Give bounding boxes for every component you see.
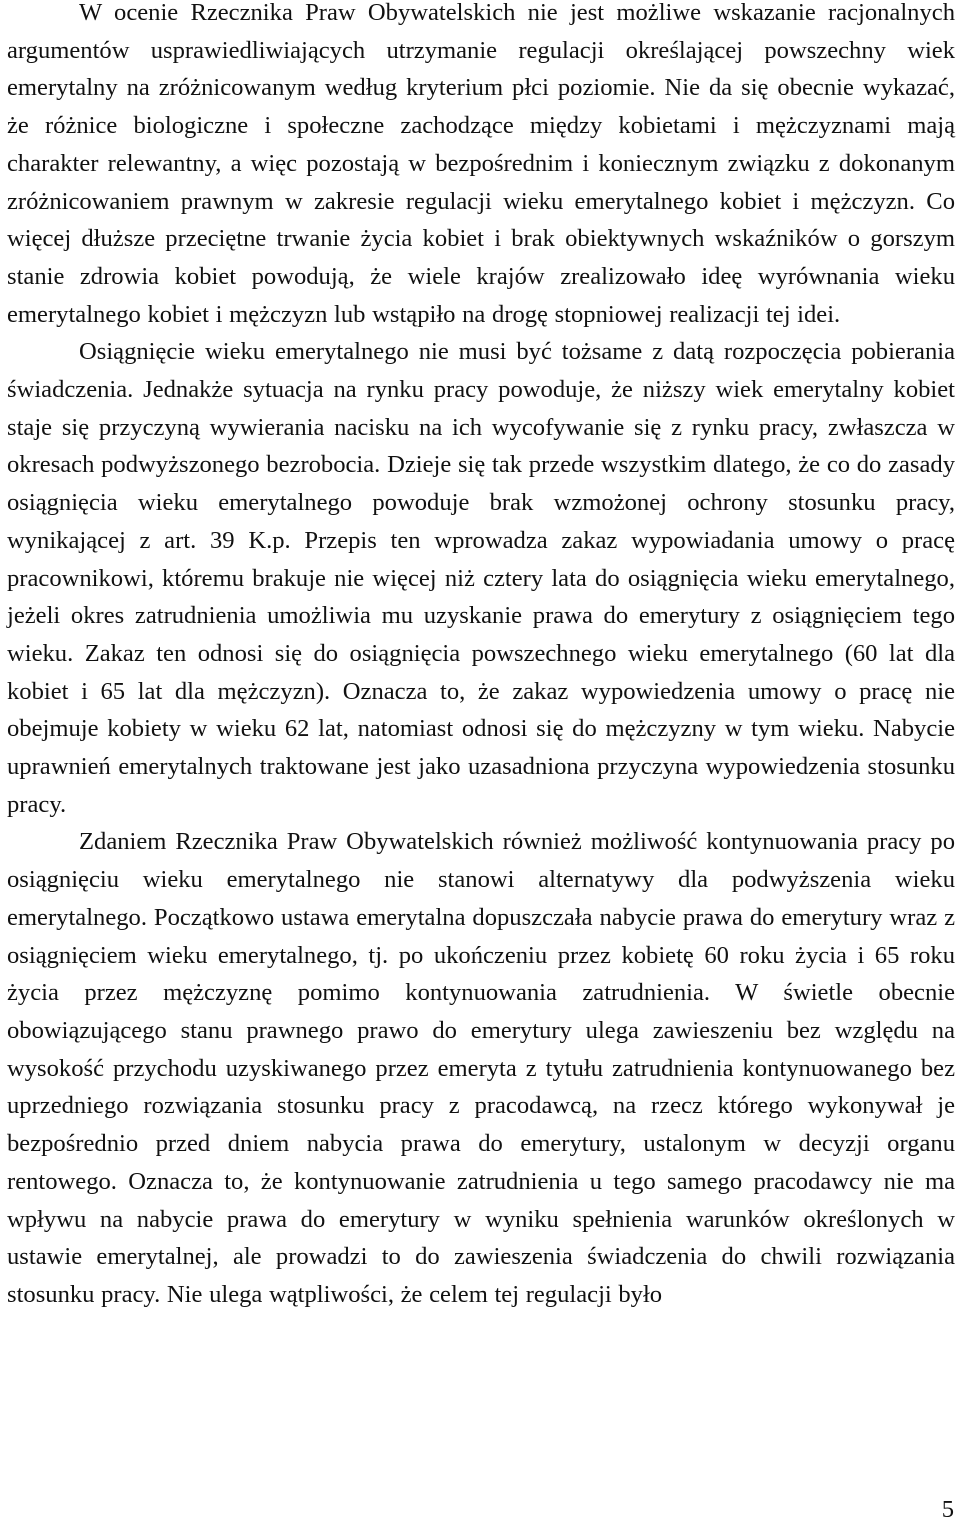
paragraph-labor-market-protection: Osiągnięcie wieku emerytalnego nie musi być tożsame z datą rozpoczęcia pobierania świadczenia. Jednakże sytuacja na rynku pracy powoduje, że niższy wiek emerytalny kobiet staje się przyczyną wywierania nacisku na ich wycofywanie się z rynku pracy, zwłaszcza w okresach podwyższonego bezrobocia. Dzieje się tak przede wszystkim dlatego, że co do zasady osiągnięcia wieku emerytalnego powoduje brak wzmożonej ochrony stosunku pracy, wynikającej z art. 39 K.p. Przepis ten wprowadza zakaz wypowiadania umowy o pracę pracownikowi, któremu brakuje nie więcej niż cztery lata do osiągnięcia wieku emerytalnego, jeżeli okres zatrudnienia umożliwia mu uzyskanie prawa do emerytury z osiągnięciem tego wieku. Zakaz ten odnosi się do osiągnięcia powszechnego wieku emerytalnego (60 lat dla kobiet i 65 lat dla mężczyzn). Oznacza to, że zakaz wypowiedzenia umowy o pracę nie obejmuje kobiety w wieku 62 lat, natomiast odnosi się do mężczyzny w tym wieku. Nabycie uprawnień emerytalnych traktowane jest jako uzasadniona przyczyna wypowiedzenia stosunku pracy. (7, 338, 955, 818)
page-number: 5 (941, 1496, 954, 1523)
paragraph-retirement-age-equality: W ocenie Rzecznika Praw Obywatelskich nie jest możliwe wskazanie racjonalnych argumentów usprawiedliwiających utrzymanie regulacji określającej powszechny wiek emerytalny na zróżnicowanym według kryterium płci poziomie. Nie da się obecnie wykazać, że różnice biologiczne i społeczne zachodzące między kobietami i mężczyznami mają charakter relewantny, a więc pozostają w bezpośrednim i koniecznym związku z dokonanym zróżnicowaniem prawnym w zakresie regulacji wieku emerytalnego kobiet i mężczyzn. Co więcej dłuższe przeciętne trwanie życia kobiet i brak obiektywnych wskaźników o gorszym stanie zdrowia kobiet powodują, że wiele krajów zrealizowało ideę wyrównania wieku emerytalnego kobiet i mężczyzn lub wstąpiło na drogę stopniowej realizacji tej idei. (7, 0, 955, 328)
paragraph-continued-employment: Zdaniem Rzecznika Praw Obywatelskich również możliwość kontynuowania pracy po osiągnięciu wieku emerytalnego nie stanowi alternatywy dla podwyższenia wieku emerytalnego. Początkowo ustawa emerytalna dopuszczała nabycie prawa do emerytury wraz z osiągnięciem wieku emerytalnego, tj. po ukończeniu przez kobietę 60 roku życia i 65 roku życia przez mężczyznę pomimo kontynuowania zatrudnienia. W świetle obecnie obowiązującego stanu prawnego prawo do emerytury ulega zawieszeniu bez względu na wysokość przychodu uzyskiwanego przez emeryta z tytułu zatrudnienia kontynuowanego bez uprzedniego rozwiązania stosunku pracy z pracodawcą, na rzecz którego wykonywał je bezpośrednio przed dniem nabycia prawa do emerytury, ustalonym w decyzji organu rentowego. Oznacza to, że kontynuowanie zatrudnienia u tego samego pracodawcy nie ma wpływu na nabycie prawa do emerytury w wyniku spełnienia warunków określonych w ustawie emerytalnej, ale prowadzi to do zawieszenia świadczenia do chwili rozwiązania stosunku pracy. Nie ulega wątpliwości, że celem tej regulacji było (7, 828, 955, 1308)
document-body (7, 0, 955, 1314)
